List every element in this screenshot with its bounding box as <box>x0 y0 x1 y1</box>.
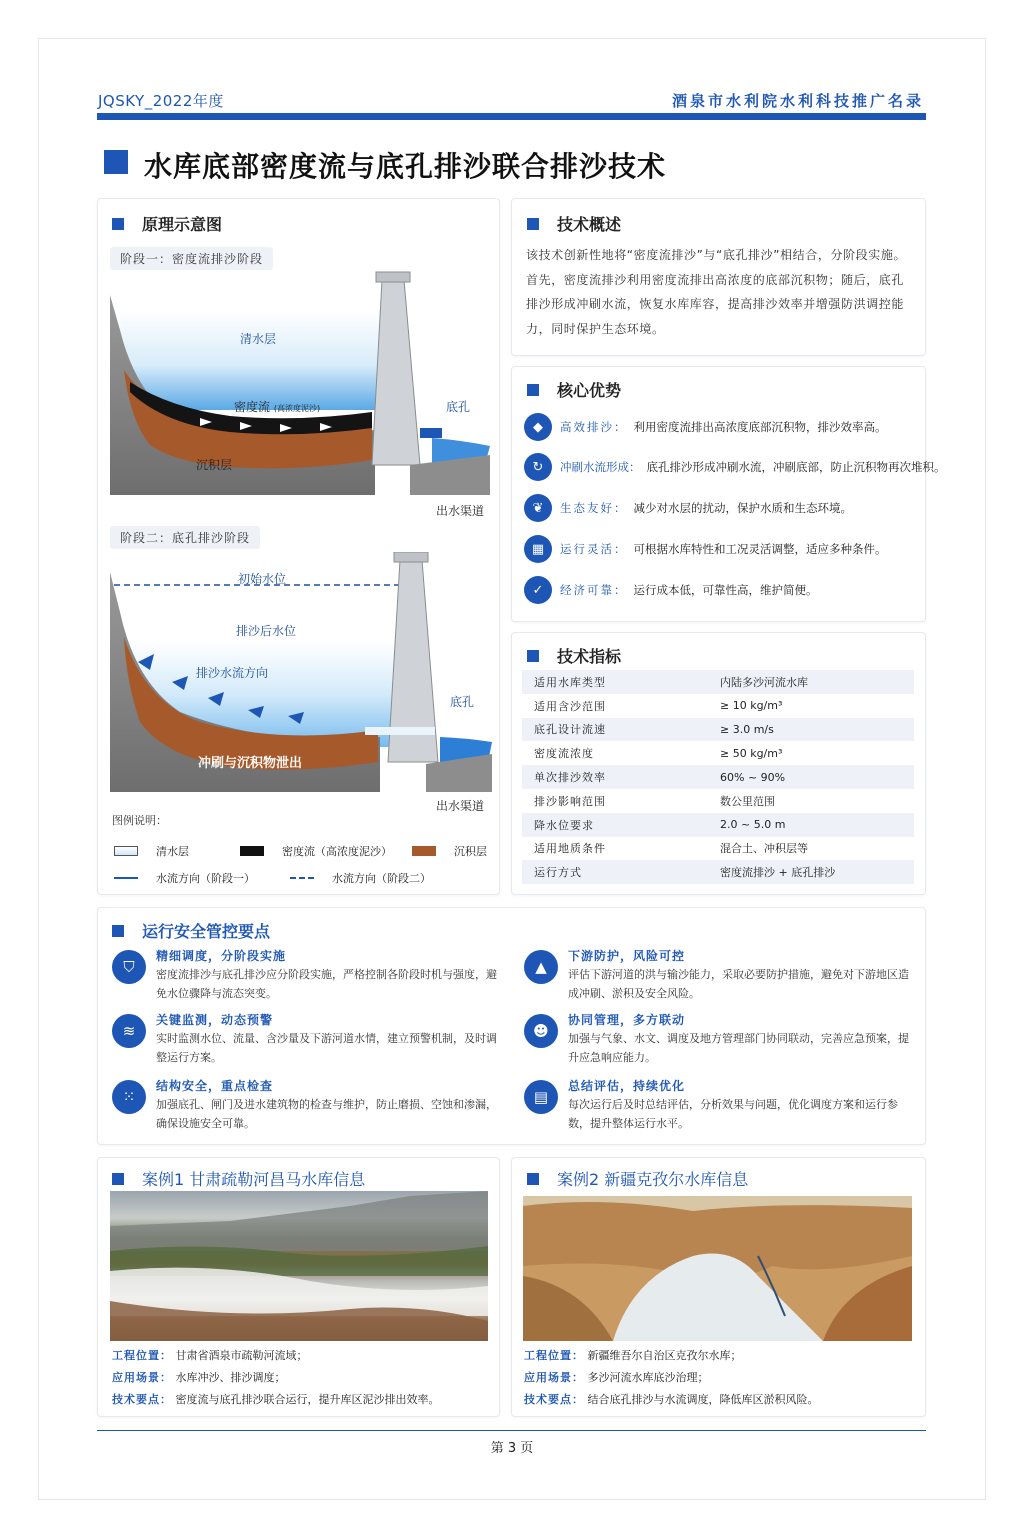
legend-flow-stage1: 水流方向（阶段一） <box>114 870 255 886</box>
heading-marker <box>112 218 124 230</box>
stage2-outlet-label: 出水渠道 <box>436 799 485 813</box>
case2-info: 工程位置： 新疆维吾尔自治区克孜尔水库； 应用场景： 多沙河流水库底沙治理； 技术要点： 结合底孔排沙与水流调度，降低库区淤积风险。 <box>524 1349 819 1406</box>
stage2-flow-dir-label: 排沙水流方向 <box>196 666 269 680</box>
shield-icon: ⛉ <box>112 950 146 984</box>
spec-value: 混合土、冲积层等 <box>720 842 808 856</box>
legend-swatch <box>412 846 436 856</box>
grid-icon: ▦ <box>524 535 552 563</box>
stage1-diagram <box>110 270 495 495</box>
heading-marker <box>527 650 539 662</box>
case2-heading: 案例2 新疆克孜尔水库信息 <box>527 1167 748 1190</box>
header-catalog-title: 酒泉市水利院水利科技推广名录 <box>671 92 924 110</box>
safety-item <box>112 1013 497 1070</box>
page-title: 水库底部密度流与底孔排沙联合排沙技术 <box>144 150 667 183</box>
safety-item-title: 总结评估，持续优化 <box>568 1079 686 1093</box>
case1-photo <box>110 1191 488 1341</box>
principle-heading: 原理示意图 <box>112 212 222 235</box>
advantage-item: ❦ 生态友好： 减少对水层的扰动，保护水质和生态环境。 <box>524 492 852 524</box>
heading-marker <box>112 1173 124 1185</box>
stage2-after-level-label: 排沙后水位 <box>236 624 297 638</box>
stage1-bottom-hole-label: 底孔 <box>446 400 471 414</box>
stage2-tag: 阶段二：底孔排沙阶段 <box>110 526 260 549</box>
spec-value: ≥ 50 kg/m³ <box>720 746 783 760</box>
legend-heading: 图例说明： <box>112 814 167 827</box>
spec-value: 60% ~ 90% <box>708 765 914 789</box>
safety-item <box>524 949 909 1006</box>
heading-marker <box>527 384 539 396</box>
safety-item <box>112 1079 497 1136</box>
waves-icon: ≋ <box>112 1014 146 1048</box>
advantages-heading: 核心优势 <box>527 378 621 401</box>
spec-value: 内陆多沙河流水库 <box>708 670 914 694</box>
legend-swatch <box>114 846 138 856</box>
advantage-item: ◆ 高效排沙： 利用密度流排出高浓度底部沉积物，排沙效率高。 <box>524 411 887 443</box>
table-row <box>522 813 914 837</box>
safety-item <box>112 949 497 1006</box>
heading-marker <box>527 218 539 230</box>
spec-key: 密度流浓度 <box>534 747 594 761</box>
spec-key: 运行方式 <box>522 860 708 884</box>
header-year: JQSKY_2022年度 <box>98 92 224 110</box>
advantage-item: ✓ 经济可靠： 运行成本低，可靠性高，维护简便。 <box>524 574 818 606</box>
spec-key: 适用含沙范围 <box>534 699 606 713</box>
safety-item-title: 协同管理，多方联动 <box>568 1013 686 1027</box>
stage2-initial-level-label: 初始水位 <box>238 572 287 586</box>
team-icon: ☻ <box>524 1014 558 1048</box>
shield-check-icon: ✓ <box>524 576 552 604</box>
safety-heading: 运行安全管控要点 <box>112 919 270 942</box>
safety-item-text: 密度流排沙与底孔排沙应分阶段实施，严格控制各阶段时机与强度，避免水位骤降与流态突变。 <box>156 968 497 1000</box>
cycle-icon: ↻ <box>524 453 552 481</box>
footer-line <box>97 1430 926 1431</box>
stage1-outlet-ground <box>410 455 490 495</box>
safety-item-title: 结构安全，重点检查 <box>156 1079 274 1093</box>
header-bar <box>97 113 926 120</box>
advantage-item: ↻ 冲刷水流形成： 底孔排沙形成冲刷水流，冲刷底部，防止沉积物再次堆积。 <box>524 451 946 483</box>
table-row <box>522 741 914 765</box>
safety-item-title: 精细调度，分阶段实施 <box>156 949 287 963</box>
safety-item-text: 加强底孔、闸门及进水建筑物的检查与维护，防止磨损、空蚀和渗漏，确保设施安全可靠。 <box>156 1098 497 1130</box>
table-row <box>522 837 914 861</box>
table-row <box>522 694 914 718</box>
specs-heading: 技术指标 <box>527 644 621 667</box>
legend-sediment: 沉积层 <box>412 843 487 859</box>
specs-table <box>522 670 914 884</box>
arrow-solid-icon <box>114 877 138 879</box>
spec-key: 底孔设计流速 <box>522 718 708 742</box>
warning-icon: ▲ <box>524 950 558 984</box>
stage2-bottom-hole <box>365 727 435 735</box>
safety-item <box>524 1080 904 1136</box>
legend-swatch <box>240 846 264 856</box>
legend-density: 密度流（高浓度泥沙） <box>240 843 392 859</box>
legend-flow-stage2: 水流方向（阶段二） <box>290 870 431 886</box>
heading-marker <box>112 925 124 937</box>
spec-key: 排沙影响范围 <box>534 794 606 808</box>
table-row <box>522 718 914 742</box>
spec-key: 降水位要求 <box>522 813 708 837</box>
safety-item-title: 关键监测，动态预警 <box>156 1013 274 1027</box>
droplets-icon: ◆ <box>524 413 552 441</box>
stage1-outlet-label: 出水渠道 <box>436 504 485 518</box>
advantage-item: ▦ 运行灵活： 可根据水库特性和工况灵活调整，适应多种条件。 <box>524 533 887 565</box>
spec-value: 数公里范围 <box>720 794 775 808</box>
spec-value: 密度流排沙 + 底孔排沙 <box>708 860 914 884</box>
stage1-sediment-label: 沉积层 <box>196 458 233 472</box>
legend-clear-water: 清水层 <box>114 843 189 859</box>
stage1-tag: 阶段一：密度流排沙阶段 <box>110 247 273 270</box>
stage1-dam-top <box>376 272 410 282</box>
page-number: 第 3 页 <box>490 1441 534 1456</box>
spec-key: 单次排沙效率 <box>522 765 708 789</box>
case1-heading: 案例1 甘肃疏勒河昌马水库信息 <box>112 1167 365 1190</box>
spec-value: ≥ 10 kg/m³ <box>720 699 783 713</box>
stage2-scour-label: 冲刷与沉积物泄出 <box>198 756 303 771</box>
safety-item-text: 每次运行后及时总结评估，分析效果与问题，优化调度方案和运行参数，提升整体运行水平。 <box>568 1098 898 1130</box>
case2-landscape <box>523 1196 912 1341</box>
safety-item-text: 评估下游河道的洪与输沙能力，采取必要防护措施，避免对下游地区造成冲刷、淤积及安全风险。 <box>568 968 909 1000</box>
stage1-water <box>120 310 400 410</box>
table-row <box>522 860 914 884</box>
spec-key: 适用水库类型 <box>522 670 708 694</box>
spec-value: ≥ 3.0 m/s <box>708 718 914 742</box>
stage1-density-flow-label: 密度流 (高浓度泥沙) <box>234 400 321 414</box>
case1-landscape <box>110 1191 488 1341</box>
stage1-bottom-hole <box>420 428 442 438</box>
stage2-bottom-hole-label: 底孔 <box>450 695 475 709</box>
table-row <box>522 765 914 789</box>
safety-item-title: 下游防护，风险可控 <box>568 949 686 963</box>
document-icon: ▤ <box>524 1080 558 1114</box>
safety-item <box>524 1013 909 1070</box>
heading-marker <box>527 1173 539 1185</box>
case1-info: 工程位置： 甘肃省酒泉市疏勒河流域； 应用场景： 水库冲沙、排沙调度； 技术要点： 密度流与底孔排沙联合运行，提升库区泥沙排出效率。 <box>112 1349 440 1406</box>
overview-heading: 技术概述 <box>527 212 621 235</box>
arrow-dashed-icon <box>290 877 314 879</box>
stage2-dam-top <box>394 552 428 562</box>
stage2-diagram <box>110 552 495 792</box>
table-row <box>522 789 914 813</box>
case2-photo <box>523 1196 912 1341</box>
title-marker <box>104 150 128 174</box>
stage1-clear-water-label: 清水层 <box>240 332 277 346</box>
table-row <box>522 670 914 694</box>
structure-icon: ⁙ <box>112 1080 146 1114</box>
safety-item-text: 加强与气象、水文、调度及地方管理部门协同联动，完善应急预案，提升应急响应能力。 <box>568 1032 909 1064</box>
safety-item-text: 实时监测水位、流量、含沙量及下游河道水情，建立预警机制，及时调整运行方案。 <box>156 1032 497 1064</box>
spec-key: 适用地质条件 <box>534 842 606 856</box>
stage1-dam <box>372 280 420 465</box>
spec-value: 2.0 ~ 5.0 m <box>708 813 914 837</box>
overview-text: 该技术创新性地将“密度流排沙”与“底孔排沙”相结合，分阶段实施。首先，密度流排沙利用密度流排出高浓度的底部沉积物；随后，底孔排沙形成冲刷水流，恢复水库库容，提高排沙效率并增强防洪调控能力，同时保护生态环境。 <box>526 248 907 336</box>
leaf-icon: ❦ <box>524 494 552 522</box>
